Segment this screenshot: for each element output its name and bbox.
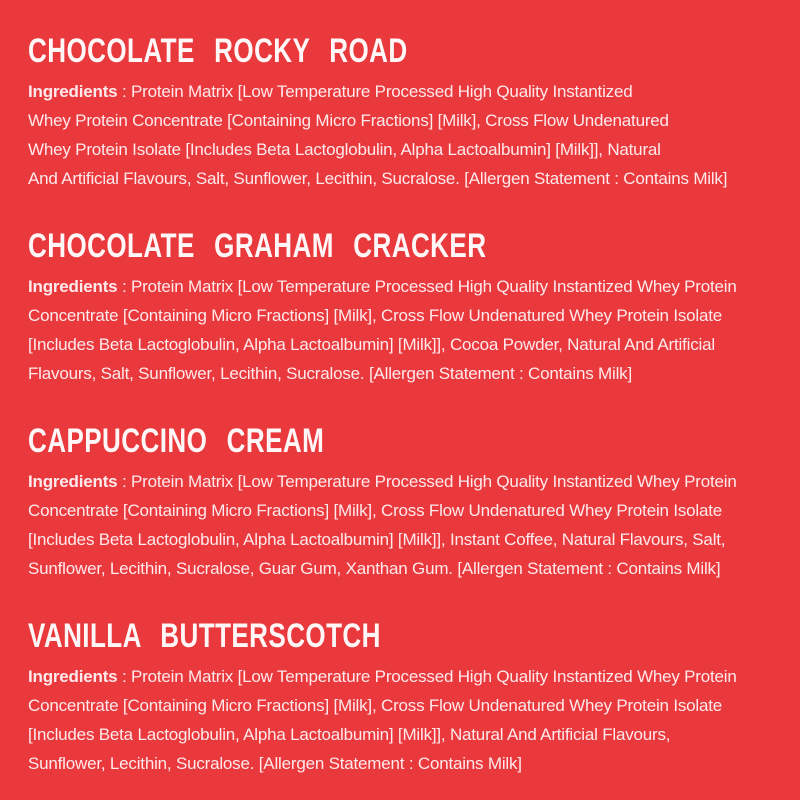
ingredients-label: Ingredients [28,82,118,101]
flavor-section-chocolate-rocky-road [28,30,788,193]
ingredients-paragraph [28,467,788,583]
ingredients-line: Whey Protein Concentrate [Containing Micro Fractions] [Milk], Cross Flow Undenatured [28,111,669,130]
ingredients-text: Protein Matrix [Low Temperature Processed High Quality Instantized Whey Protein [131,472,737,491]
ingredients-text: Protein Matrix [Low Temperature Processed High Quality Instantized Whey Protein [131,667,737,686]
ingredients-separator: : [117,277,132,296]
ingredients-line: Sunflower, Lecithin, Sucralose, Guar Gum, Xanthan Gum. [Allergen Statement : Contains Milk] [28,559,721,578]
ingredients-line: [Includes Beta Lactoglobulin, Alpha Lactoalbumin] [Milk]], Instant Coffee, Natural Flavours, Salt, [28,530,726,549]
ingredients-line: And Artificial Flavours, Salt, Sunflower, Lecithin, Sucralose. [Allergen Statement : Contains Milk] [28,169,728,188]
flavor-section-chocolate-graham-cracker [28,225,788,388]
ingredients-line: Flavours, Salt, Sunflower, Lecithin, Sucralose. [Allergen Statement : Contains Milk] [28,364,632,383]
flavor-section-vanilla-butterscotch [28,615,788,778]
ingredients-paragraph [28,77,788,193]
ingredients-line [28,77,788,106]
ingredients-line: Concentrate [Containing Micro Fractions] [Milk], Cross Flow Undenatured Whey Protein Isolate [28,696,723,715]
flavor-heading: CHOCOLATE ROCKY ROAD [28,30,408,70]
flavor-heading: CAPPUCCINO CREAM [28,420,325,460]
ingredients-line [28,467,788,496]
ingredients-separator: : [117,82,132,101]
flavor-heading: CHOCOLATE GRAHAM CRACKER [28,225,487,265]
ingredients-line: Concentrate [Containing Micro Fractions] [Milk], Cross Flow Undenatured Whey Protein Isolate [28,306,723,325]
flavor-heading: VANILLA BUTTERSCOTCH [28,615,381,655]
ingredients-line [28,272,788,301]
ingredients-separator: : [117,472,132,491]
ingredients-line: [Includes Beta Lactoglobulin, Alpha Lactoalbumin] [Milk]], Natural And Artificial Flavours, [28,725,671,744]
ingredients-text: Protein Matrix [Low Temperature Processed High Quality Instantized [131,82,633,101]
ingredients-label: Ingredients [28,472,118,491]
ingredients-separator: : [117,667,132,686]
ingredients-paragraph [28,272,788,388]
ingredients-label: Ingredients [28,277,118,296]
ingredients-paragraph [28,662,788,778]
ingredients-label: Ingredients [28,667,118,686]
ingredients-line: [Includes Beta Lactoglobulin, Alpha Lactoalbumin] [Milk]], Cocoa Powder, Natural And Artificial [28,335,715,354]
ingredients-line: Sunflower, Lecithin, Sucralose. [Allergen Statement : Contains Milk] [28,754,522,773]
ingredients-line [28,662,788,691]
flavor-section-cappuccino-cream [28,420,788,583]
ingredients-line: Whey Protein Isolate [Includes Beta Lactoglobulin, Alpha Lactoalbumin] [Milk]], Natural [28,140,661,159]
ingredients-line: Concentrate [Containing Micro Fractions] [Milk], Cross Flow Undenatured Whey Protein Isolate [28,501,723,520]
ingredients-text: Protein Matrix [Low Temperature Processed High Quality Instantized Whey Protein [131,277,737,296]
